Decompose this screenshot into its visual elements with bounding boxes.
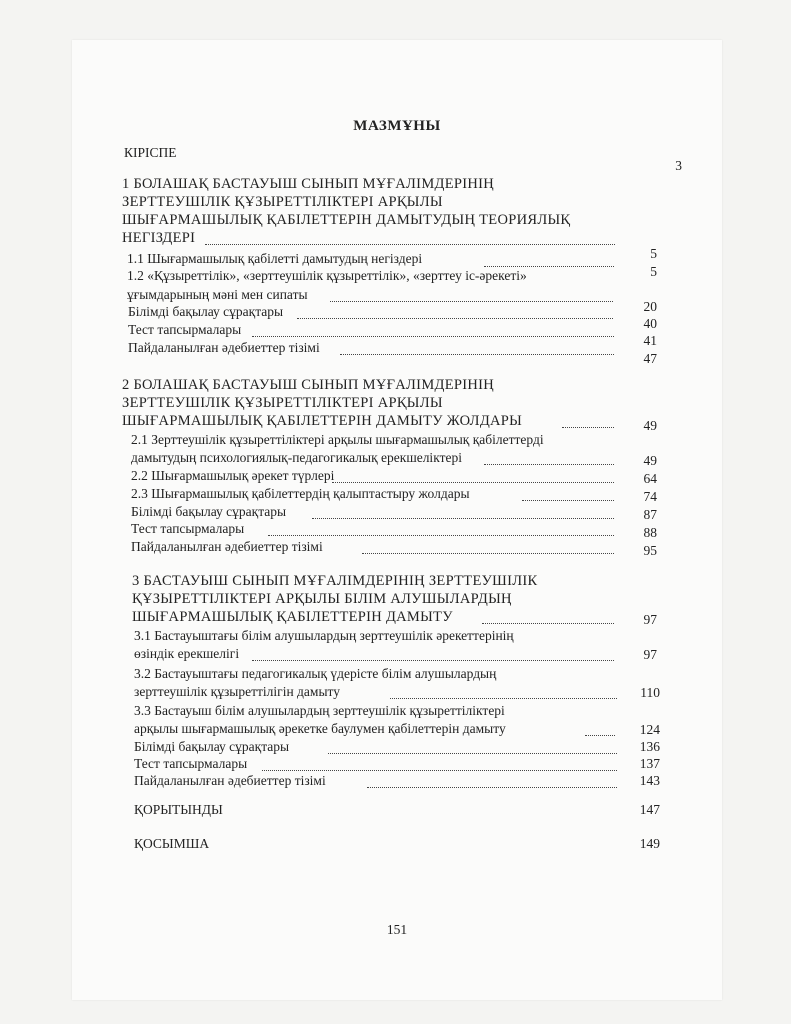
leader-dots <box>585 735 615 736</box>
chapter2-page: 49 <box>643 418 657 433</box>
toc-entry: 3.3 Бастауыш білім алушылардың зерттеушілік құзыреттіліктері <box>134 703 505 718</box>
toc-entry: 3.2 Бастауыштағы педагогикалық үдерісте білім алушылардың <box>134 666 497 681</box>
chapter3-heading-line3: ШЫҒАРМАШЫЛЫҚ ҚАБІЛЕТТЕРІН ДАМЫТУ <box>132 609 453 625</box>
leader-dots <box>562 427 614 428</box>
chapter3-heading-line1: 3 БАСТАУЫШ СЫНЫП МҰҒАЛІМДЕРІНІҢ ЗЕРТТЕУШІЛІК <box>132 573 538 589</box>
chapter3-heading-line2: ҚҰЗЫРЕТТІЛІКТЕРІ АРҚЫЛЫ БІЛІМ АЛУШЫЛАРДЫҢ <box>132 591 512 607</box>
leader-dots <box>205 244 615 245</box>
leader-dots <box>262 770 617 771</box>
leader-dots <box>268 535 614 536</box>
toc-entry-page: 137 <box>639 756 660 771</box>
intro-label: КІРІСПЕ <box>124 145 177 160</box>
chapter1-page: 5 <box>650 246 657 261</box>
toc-entry-page: 97 <box>643 647 657 662</box>
toc-entry-page: 49 <box>643 453 657 468</box>
toc-entry: 2.1 Зерттеушілік құзыреттіліктері арқылы шығармашылық қабілеттерді <box>131 432 544 447</box>
chapter2-heading-line2: ЗЕРТТЕУШІЛІК ҚҰЗЫРЕТТІЛІКТЕРІ АРҚЫЛЫ <box>122 395 443 411</box>
toc-entry: 2.2 Шығармашылық әрекет түрлері <box>131 468 335 483</box>
chapter3-page: 97 <box>643 612 657 627</box>
page-number: 151 <box>386 922 408 937</box>
document-page <box>72 40 722 1000</box>
toc-entry: Білімді бақылау сұрақтары <box>134 739 290 754</box>
chapter2-heading-line3: ШЫҒАРМАШЫЛЫҚ ҚАБІЛЕТТЕРІН ДАМЫТУ ЖОЛДАРЫ <box>122 413 523 429</box>
conclusion-page: 147 <box>639 802 660 817</box>
toc-entry: 1.2 «Құзыреттілік», «зерттеушілік құзыреттілік», «зерттеу іс-әрекеті» <box>127 268 527 283</box>
leader-dots <box>330 301 613 302</box>
leader-dots <box>252 660 614 661</box>
leader-dots <box>390 698 617 699</box>
leader-dots <box>484 464 614 465</box>
toc-entry: Білімді бақылау сұрақтары <box>128 304 284 319</box>
leader-dots <box>328 753 617 754</box>
toc-entry: Пайдаланылған әдебиеттер тізімі <box>134 773 326 788</box>
toc-entry: өзіндік ерекшелігі <box>134 646 240 661</box>
toc-entry-page: 20 <box>643 299 657 314</box>
intro-page: 3 <box>675 158 682 173</box>
leader-dots <box>252 336 614 337</box>
page-title: МАЗМҰНЫ <box>353 118 441 134</box>
toc-entry-page: 88 <box>643 525 657 540</box>
toc-entry: 3.1 Бастауыштағы білім алушылардың зерттеушілік әрекеттерінің <box>134 628 514 643</box>
toc-entry: зерттеушілік құзыреттілігін дамыту <box>134 684 340 699</box>
leader-dots <box>367 787 617 788</box>
toc-entry: Білімді бақылау сұрақтары <box>131 504 287 519</box>
toc-entry-page: 136 <box>639 739 660 754</box>
toc-entry: Тест тапсырмалары <box>128 322 242 337</box>
toc-entry: арқылы шығармашылық әрекетке баулумен қабілеттерін дамыту <box>134 721 506 736</box>
toc-entry: Тест тапсырмалары <box>131 521 245 536</box>
toc-entry: Пайдаланылған әдебиеттер тізімі <box>128 340 320 355</box>
toc-entry-page: 47 <box>643 351 657 366</box>
toc-entry-page: 95 <box>643 543 657 558</box>
toc-entry-page: 40 <box>643 316 657 331</box>
leader-dots <box>522 500 614 501</box>
leader-dots <box>297 318 613 319</box>
toc-entry-page: 87 <box>643 507 657 522</box>
toc-entry-page: 64 <box>643 471 657 486</box>
toc-entry-page: 124 <box>639 722 660 737</box>
appendix-label: ҚОСЫМША <box>134 836 210 851</box>
leader-dots <box>312 518 614 519</box>
chapter1-heading-line1: 1 БОЛАШАҚ БАСТАУЫШ СЫНЫП МҰҒАЛІМДЕРІНІҢ <box>122 176 495 192</box>
leader-dots <box>482 623 614 624</box>
toc-entry-page: 143 <box>639 773 660 788</box>
leader-dots <box>484 266 614 267</box>
toc-entry-page: 5 <box>650 264 657 279</box>
toc-entry-page: 110 <box>640 685 660 700</box>
leader-dots <box>340 354 614 355</box>
toc-entry: 1.1 Шығармашылық қабілетті дамытудың негіздері <box>127 251 423 266</box>
toc-entry: Пайдаланылған әдебиеттер тізімі <box>131 539 323 554</box>
toc-entry-page: 74 <box>643 489 657 504</box>
toc-entry-page: 41 <box>643 333 657 348</box>
toc-entry: ұғымдарының мәні мен сипаты <box>127 287 308 302</box>
chapter1-heading-line3: ШЫҒАРМАШЫЛЫҚ ҚАБІЛЕТТЕРІН ДАМЫТУДЫҢ ТЕОРИЯЛЫҚ <box>122 212 571 228</box>
leader-dots <box>362 553 614 554</box>
toc-entry: Тест тапсырмалары <box>134 756 248 771</box>
toc-entry: 2.3 Шығармашылық қабілеттердің қалыптастыру жолдары <box>131 486 470 501</box>
conclusion-label: ҚОРЫТЫНДЫ <box>134 802 223 817</box>
chapter2-heading-line1: 2 БОЛАШАҚ БАСТАУЫШ СЫНЫП МҰҒАЛІМДЕРІНІҢ <box>122 377 495 393</box>
toc-entry: дамытудың психологиялық-педагогикалық ерекшеліктері <box>131 450 462 465</box>
chapter1-heading-line4: НЕГІЗДЕРІ <box>122 230 196 246</box>
chapter1-heading-line2: ЗЕРТТЕУШІЛІК ҚҰЗЫРЕТТІЛІКТЕРІ АРҚЫЛЫ <box>122 194 443 210</box>
leader-dots <box>332 482 614 483</box>
appendix-page: 149 <box>639 836 660 851</box>
